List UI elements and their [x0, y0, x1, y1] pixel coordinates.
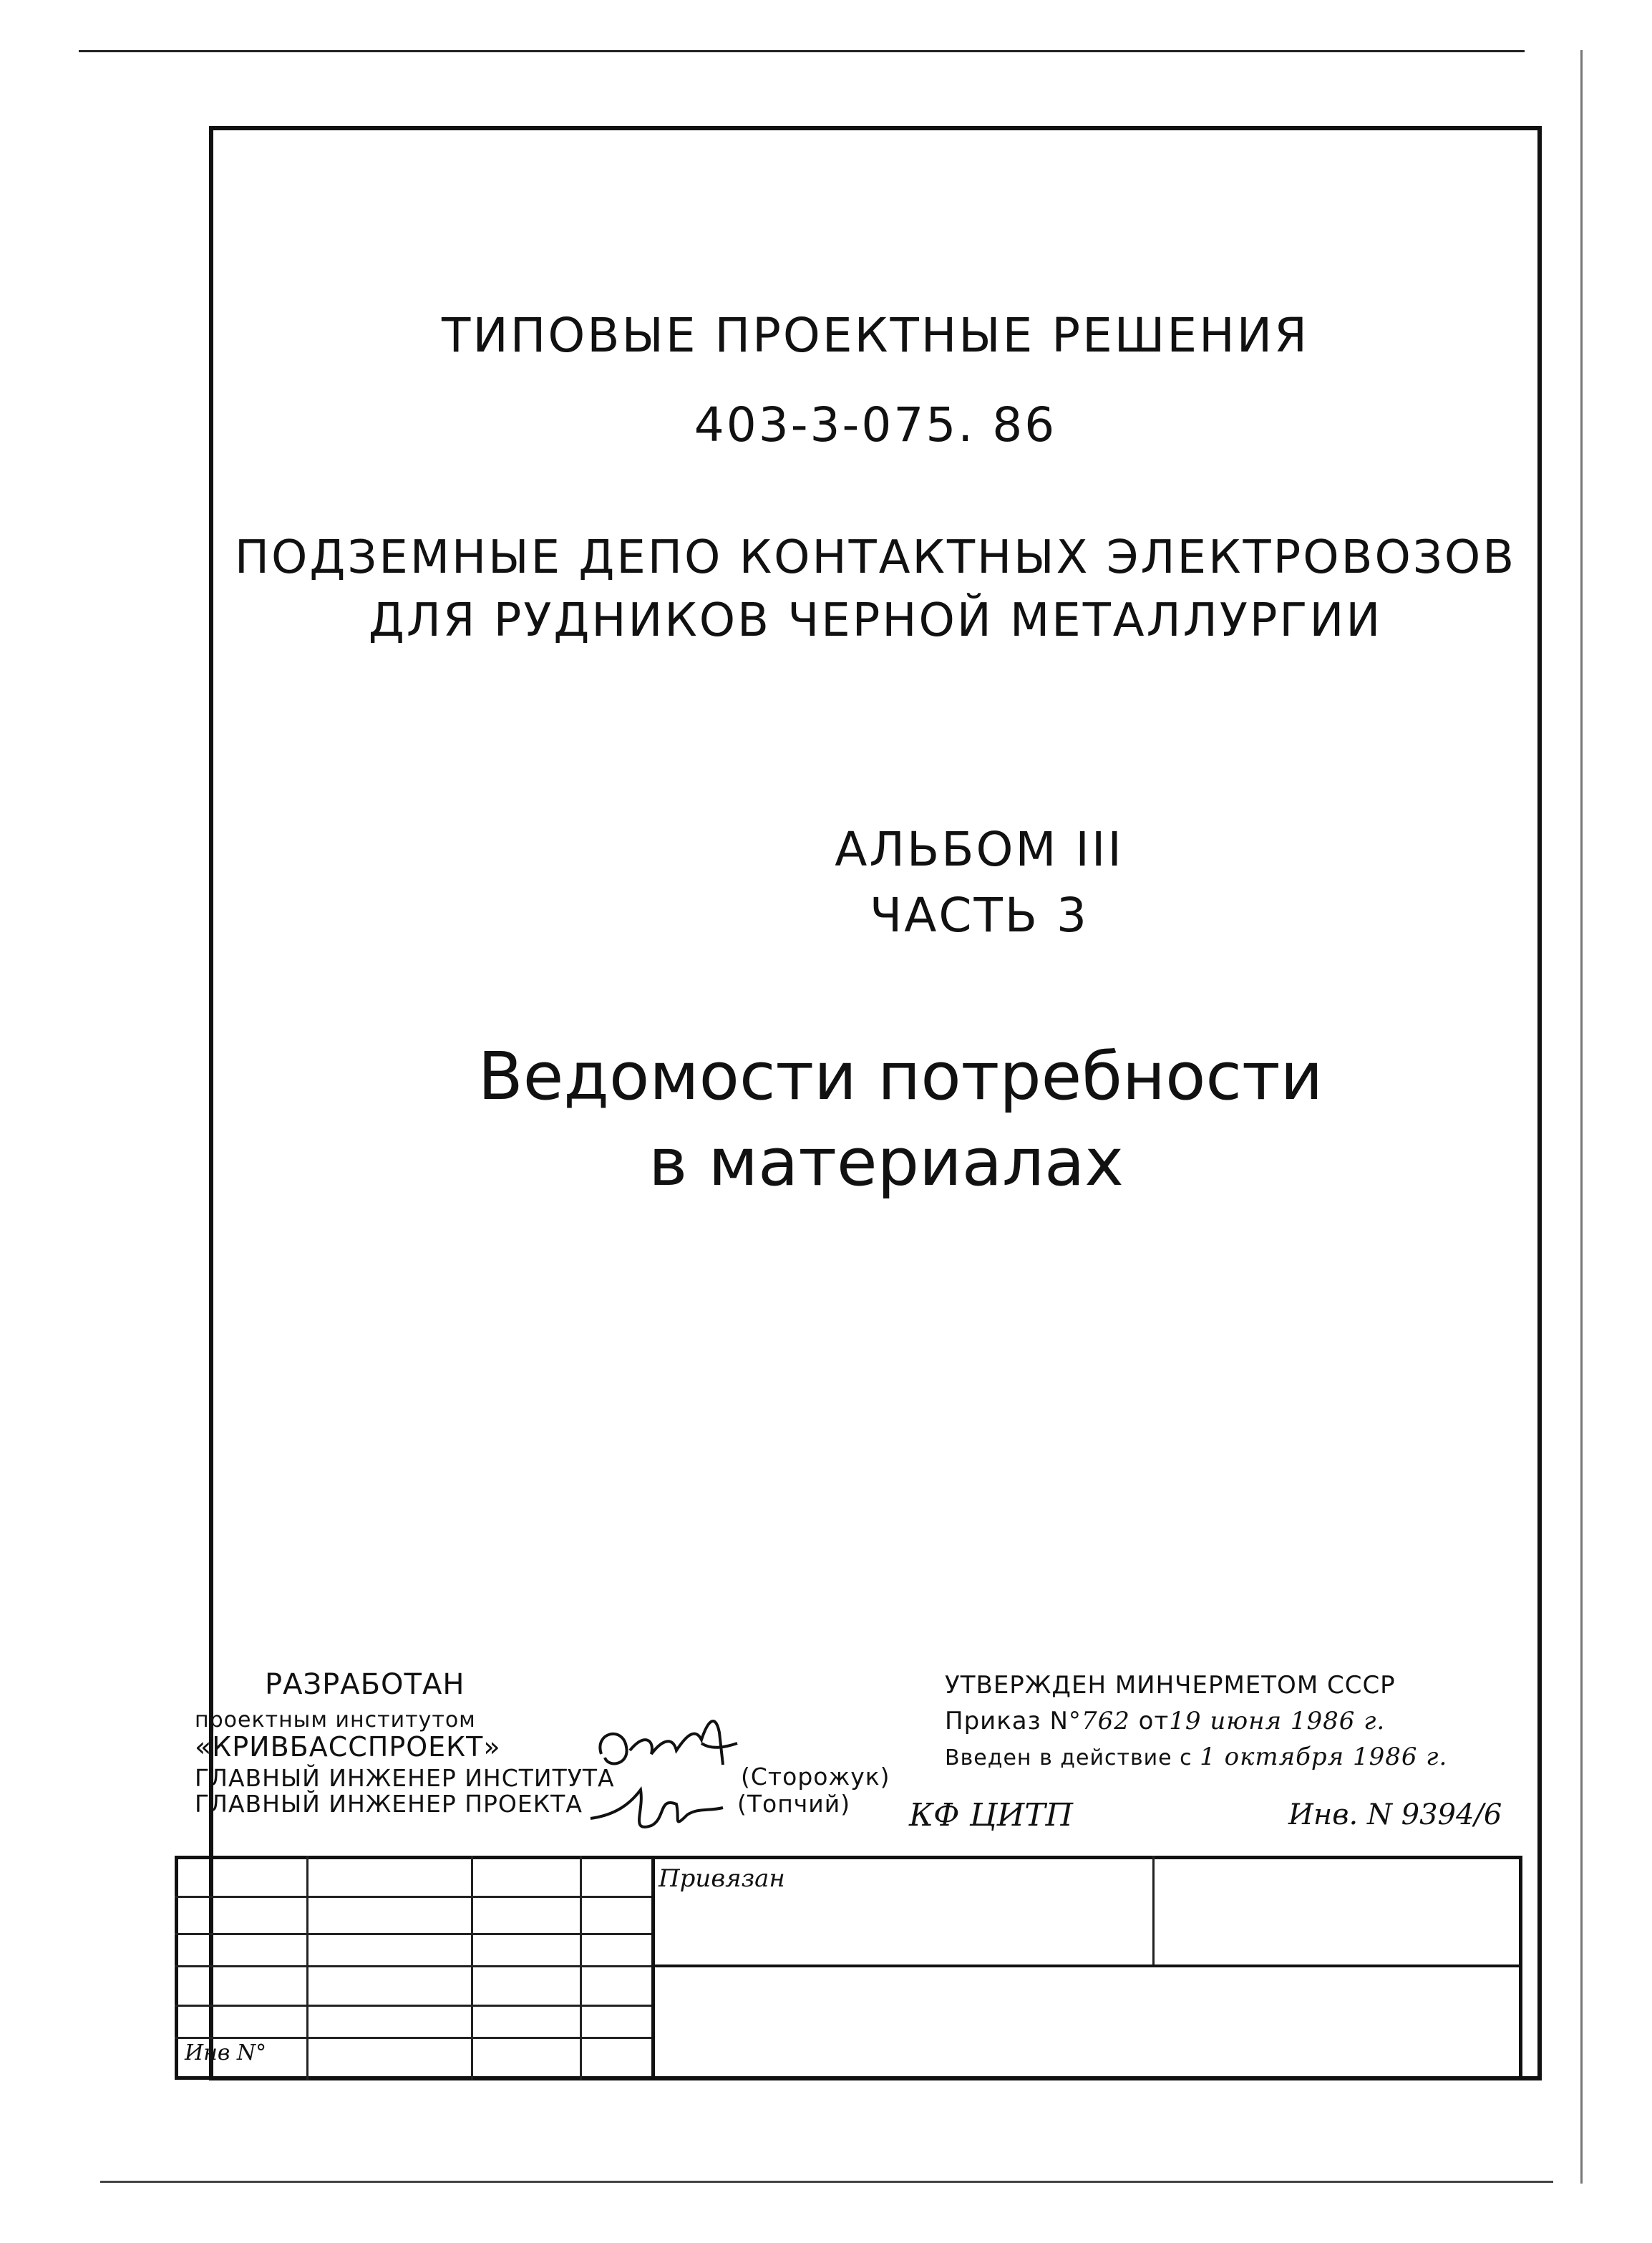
attached-label: Привязан: [659, 1864, 785, 1893]
document-title-line1: Ведомости потребности: [477, 1038, 1323, 1115]
chief-engineer-project-name: (Топчий): [737, 1790, 851, 1818]
title-block-right-border: [1519, 1856, 1522, 2080]
document-title-line2: в материалах: [648, 1124, 1124, 1201]
chief-engineer-institute-name: (Сторожук): [741, 1763, 890, 1791]
order-year: 1986 г.: [1290, 1707, 1386, 1735]
inventory-number-stamp: Инв. N 9394/6: [1288, 1798, 1502, 1831]
grid-row-3: [175, 1965, 651, 1967]
title-block-left-border: [175, 1856, 178, 2080]
right-scan-edge: [1580, 50, 1583, 2184]
approved-line3: [945, 1743, 1447, 1771]
institute-name: «КРИВБАССПРОЕКТ»: [195, 1731, 501, 1763]
office-code-stamp: КФ ЦИТП: [909, 1797, 1074, 1833]
order-prefix: Приказ N°: [945, 1707, 1082, 1735]
developed-by-line: проектным институтом: [195, 1707, 476, 1733]
project-title-line1: ПОДЗЕМНЫЕ ДЕПО КОНТАКТНЫХ ЭЛЕКТРОВОЗОВ: [234, 531, 1517, 584]
grid-row-4: [175, 2005, 651, 2007]
series-code: 403-3-075. 86: [694, 397, 1057, 452]
effective-prefix: Введен в действие с: [945, 1745, 1192, 1770]
chief-engineer-project-label: ГЛАВНЫЙ ИНЖЕНЕР ПРОЕКТА: [195, 1790, 583, 1818]
title-block-top-border: [175, 1856, 1522, 1859]
approved-line2: [945, 1707, 1385, 1735]
order-date: 19 июня: [1169, 1707, 1283, 1735]
part-label: ЧАСТЬ 3: [869, 888, 1089, 943]
grid-row-1: [175, 1896, 651, 1898]
bottom-scan-edge: [100, 2181, 1553, 2183]
signature-topchiy: [587, 1775, 737, 1840]
grid-col-3: [580, 1856, 582, 2080]
grid-row-5: [175, 2037, 651, 2039]
grid-row-2: [175, 1933, 651, 1935]
order-date-prefix: от: [1138, 1707, 1170, 1735]
album-label: АЛЬБОМ III: [835, 822, 1124, 877]
series-title: ТИПОВЫЕ ПРОЕКТНЫЕ РЕШЕНИЯ: [442, 308, 1309, 363]
title-block-mid-line: [651, 1965, 1521, 1967]
signature-storozhuk: [594, 1711, 744, 1783]
title-block-divider: [1152, 1856, 1155, 1965]
top-scan-edge: [79, 50, 1525, 52]
project-title-line2: ДЛЯ РУДНИКОВ ЧЕРНОЙ МЕТАЛЛУРГИИ: [368, 594, 1383, 647]
developed-heading: РАЗРАБОТАН: [265, 1668, 465, 1701]
effective-date: 1 октября 1986 г.: [1200, 1743, 1448, 1771]
order-number: 762: [1081, 1707, 1130, 1735]
chief-engineer-institute-label: ГЛАВНЫЙ ИНЖЕНЕР ИНСТИТУТА: [195, 1764, 615, 1792]
approved-line1: УТВЕРЖДЕН МИНЧЕРМЕТОМ СССР: [945, 1671, 1396, 1700]
title-block-bottom-border: [175, 2076, 1522, 2080]
inventory-label: Инв N°: [185, 2040, 267, 2065]
grid-col-1: [306, 1856, 308, 2080]
grid-col-2: [471, 1856, 473, 2080]
grid-col-4: [651, 1856, 655, 2080]
